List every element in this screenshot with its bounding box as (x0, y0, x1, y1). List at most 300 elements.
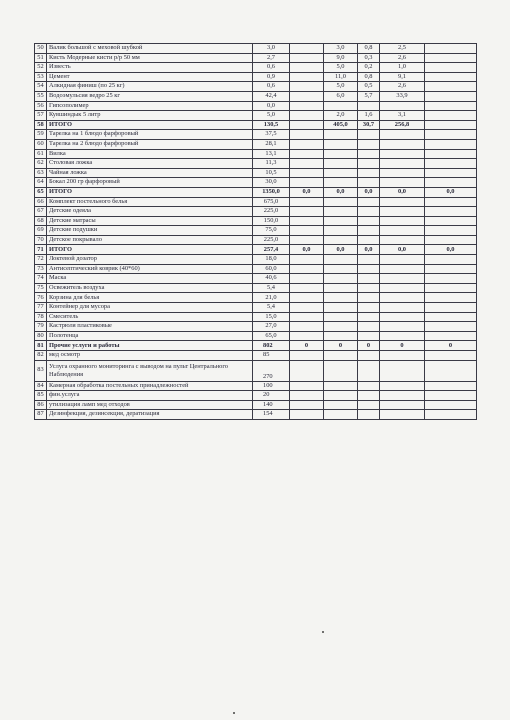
value-cell (380, 139, 425, 149)
table-row (35, 322, 477, 332)
item-name: Столовая ложка (47, 159, 253, 169)
value-cell: 130,5 (253, 120, 290, 130)
value-cell (324, 168, 358, 178)
value-cell (290, 322, 324, 332)
value-cell: 154 (253, 410, 290, 420)
table-row (35, 63, 477, 73)
value-cell (358, 168, 380, 178)
value-cell: 10,5 (253, 168, 290, 178)
value-cell (324, 322, 358, 332)
value-cell: 2,0 (324, 111, 358, 121)
value-cell (358, 351, 380, 361)
table-row (35, 178, 477, 188)
value-cell: 5,4 (253, 303, 290, 313)
value-cell (324, 381, 358, 391)
item-name: Известь (47, 63, 253, 73)
item-name: Комплект постельного белья (47, 197, 253, 207)
value-cell: 0,0 (324, 245, 358, 255)
value-cell (324, 293, 358, 303)
value-cell: 5,0 (324, 82, 358, 92)
value-cell: 0,6 (253, 82, 290, 92)
value-cell (425, 120, 477, 130)
item-name: Тарелка на 2 блюдо фарфоровый (47, 139, 253, 149)
table-row (35, 120, 477, 130)
item-name: Водоэмульсия ведро 25 кг (47, 91, 253, 101)
item-name: Кувшиндык 5 литр (47, 111, 253, 121)
value-cell: 5,4 (253, 283, 290, 293)
table-row (35, 111, 477, 121)
row-number: 80 (35, 331, 47, 341)
value-cell (380, 322, 425, 332)
value-cell: 0 (358, 341, 380, 351)
value-cell (290, 303, 324, 313)
value-cell (425, 111, 477, 121)
value-cell (425, 149, 477, 159)
value-cell (324, 274, 358, 284)
value-cell (425, 303, 477, 313)
item-name: ИТОГО (47, 245, 253, 255)
table-row (35, 274, 477, 284)
value-cell: 37,5 (253, 130, 290, 140)
item-name: Кастрюля пластиковые (47, 322, 253, 332)
value-cell (358, 312, 380, 322)
table-row (35, 187, 477, 197)
table-row (35, 351, 477, 361)
value-cell (425, 391, 477, 401)
value-cell (290, 274, 324, 284)
value-cell (380, 197, 425, 207)
row-number: 57 (35, 111, 47, 121)
item-name: Антисептический коврик (40*60) (47, 264, 253, 274)
table-row (35, 197, 477, 207)
row-number: 65 (35, 187, 47, 197)
value-cell: 85 (253, 351, 290, 361)
value-cell: 11,0 (324, 72, 358, 82)
item-name: утилизация ламп мед отходов (47, 400, 253, 410)
table-row (35, 168, 477, 178)
value-cell (380, 226, 425, 236)
item-name: ИТОГО (47, 120, 253, 130)
table-row (35, 216, 477, 226)
item-name: Дезинфекция, дезинсекция, дератизация (47, 410, 253, 420)
value-cell (425, 82, 477, 92)
value-cell (425, 351, 477, 361)
value-cell (425, 63, 477, 73)
value-cell (425, 226, 477, 236)
row-number: 64 (35, 178, 47, 188)
table-row (35, 82, 477, 92)
value-cell: 0,5 (358, 82, 380, 92)
value-cell (290, 283, 324, 293)
value-cell (290, 149, 324, 159)
item-name: Бокал 200 гр фарфоровый (47, 178, 253, 188)
value-cell (380, 235, 425, 245)
item-name: Тарелка на 1 блюдо фарфоровый (47, 130, 253, 140)
value-cell: 3,0 (324, 44, 358, 54)
value-cell: 140 (253, 400, 290, 410)
value-cell (425, 400, 477, 410)
value-cell (358, 149, 380, 159)
item-name: Локтевой дозатор (47, 255, 253, 265)
value-cell (425, 360, 477, 381)
row-number: 66 (35, 197, 47, 207)
table-row (35, 303, 477, 313)
value-cell (425, 159, 477, 169)
value-cell (290, 72, 324, 82)
item-name: Детские одеяла (47, 207, 253, 217)
value-cell (290, 331, 324, 341)
value-cell (290, 130, 324, 140)
value-cell (358, 101, 380, 111)
item-name: Гипсополимер (47, 101, 253, 111)
value-cell (324, 149, 358, 159)
value-cell (324, 130, 358, 140)
value-cell (425, 44, 477, 54)
row-number: 56 (35, 101, 47, 111)
value-cell (324, 139, 358, 149)
item-name: Маска (47, 274, 253, 284)
value-cell: 13,1 (253, 149, 290, 159)
value-cell (380, 159, 425, 169)
row-number: 52 (35, 63, 47, 73)
value-cell (425, 207, 477, 217)
value-cell (324, 391, 358, 401)
value-cell: 0,9 (253, 72, 290, 82)
value-cell: 0,8 (358, 44, 380, 54)
item-name: Вилка (47, 149, 253, 159)
dot-mark (322, 631, 324, 633)
value-cell: 0 (324, 341, 358, 351)
value-cell (380, 149, 425, 159)
value-cell (358, 293, 380, 303)
value-cell: 2,7 (253, 53, 290, 63)
value-cell (324, 216, 358, 226)
value-cell: 0,0 (425, 245, 477, 255)
value-cell: 802 (253, 341, 290, 351)
item-name: Смеситель (47, 312, 253, 322)
value-cell: 225,0 (253, 207, 290, 217)
value-cell (425, 130, 477, 140)
value-cell (324, 400, 358, 410)
value-cell (425, 235, 477, 245)
value-cell (380, 255, 425, 265)
value-cell (425, 274, 477, 284)
value-cell: 30,0 (253, 178, 290, 188)
value-cell: 0,0 (380, 187, 425, 197)
value-cell (425, 331, 477, 341)
row-number: 73 (35, 264, 47, 274)
value-cell: 1,6 (358, 111, 380, 121)
value-cell (425, 53, 477, 63)
value-cell: 150,0 (253, 216, 290, 226)
value-cell (358, 322, 380, 332)
value-cell: 0,0 (324, 187, 358, 197)
item-name: фин.услуга (47, 391, 253, 401)
value-cell: 0 (380, 341, 425, 351)
value-cell: 0,0 (380, 245, 425, 255)
value-cell (290, 235, 324, 245)
value-cell (358, 274, 380, 284)
value-cell: 60,0 (253, 264, 290, 274)
value-cell (290, 168, 324, 178)
table-row (35, 312, 477, 322)
value-cell (380, 410, 425, 420)
value-cell: 28,1 (253, 139, 290, 149)
value-cell: 9,1 (380, 72, 425, 82)
value-cell (324, 331, 358, 341)
value-cell (290, 216, 324, 226)
value-cell (358, 381, 380, 391)
value-cell: 0,0 (253, 101, 290, 111)
item-name: Камерная обработка постельных принадлежностей (47, 381, 253, 391)
value-cell (425, 168, 477, 178)
row-number: 60 (35, 139, 47, 149)
value-cell (290, 159, 324, 169)
table-row (35, 139, 477, 149)
value-cell: 9,0 (324, 53, 358, 63)
value-cell (358, 130, 380, 140)
row-number: 55 (35, 91, 47, 101)
value-cell: 0,8 (358, 72, 380, 82)
row-number: 54 (35, 82, 47, 92)
value-cell: 256,8 (380, 120, 425, 130)
value-cell: 225,0 (253, 235, 290, 245)
row-number: 68 (35, 216, 47, 226)
value-cell (290, 351, 324, 361)
dot-mark (233, 712, 235, 714)
value-cell: 18,0 (253, 255, 290, 265)
value-cell (290, 197, 324, 207)
row-number: 58 (35, 120, 47, 130)
item-name: Корзина для белья (47, 293, 253, 303)
item-name: Цемент (47, 72, 253, 82)
row-number: 61 (35, 149, 47, 159)
item-name: Полотенца (47, 331, 253, 341)
item-name: Контейнер для мусора (47, 303, 253, 313)
table-row (35, 400, 477, 410)
value-cell (425, 381, 477, 391)
item-name: Валик большой с меховой шубкой (47, 44, 253, 54)
value-cell: 21,0 (253, 293, 290, 303)
value-cell (380, 283, 425, 293)
value-cell (290, 381, 324, 391)
value-cell (380, 400, 425, 410)
value-cell: 0,0 (425, 187, 477, 197)
value-cell (290, 360, 324, 381)
value-cell (425, 216, 477, 226)
value-cell (358, 139, 380, 149)
value-cell (324, 255, 358, 265)
value-cell: 5,0 (253, 111, 290, 121)
value-cell (324, 360, 358, 381)
value-cell: 5,0 (324, 63, 358, 73)
value-cell (324, 197, 358, 207)
value-cell (324, 351, 358, 361)
item-name: Алкидная финиш (по 25 кг) (47, 82, 253, 92)
value-cell (358, 178, 380, 188)
value-cell (380, 178, 425, 188)
value-cell (380, 360, 425, 381)
row-number: 79 (35, 322, 47, 332)
value-cell (425, 264, 477, 274)
value-cell: 2,6 (380, 82, 425, 92)
value-cell (290, 391, 324, 401)
value-cell (425, 322, 477, 332)
table-row (35, 381, 477, 391)
value-cell (380, 381, 425, 391)
row-number: 82 (35, 351, 47, 361)
value-cell (290, 255, 324, 265)
value-cell (425, 283, 477, 293)
value-cell (290, 410, 324, 420)
table-row (35, 245, 477, 255)
value-cell (358, 303, 380, 313)
row-number: 53 (35, 72, 47, 82)
value-cell (324, 283, 358, 293)
row-number: 75 (35, 283, 47, 293)
value-cell (290, 63, 324, 73)
item-name: Детские подушки (47, 226, 253, 236)
value-cell (358, 216, 380, 226)
value-cell (380, 216, 425, 226)
value-cell (324, 178, 358, 188)
value-cell: 3,1 (380, 111, 425, 121)
table-row (35, 391, 477, 401)
row-number: 69 (35, 226, 47, 236)
item-name: Чайная ложка (47, 168, 253, 178)
row-number: 63 (35, 168, 47, 178)
item-name: Освежитель воздуха (47, 283, 253, 293)
row-number: 71 (35, 245, 47, 255)
value-cell (358, 264, 380, 274)
value-cell: 15,0 (253, 312, 290, 322)
value-cell: 0 (290, 341, 324, 351)
table-row (35, 341, 477, 351)
budget-table (34, 43, 477, 420)
value-cell: 405,0 (324, 120, 358, 130)
value-cell: 42,4 (253, 91, 290, 101)
table-row (35, 91, 477, 101)
value-cell: 30,7 (358, 120, 380, 130)
value-cell (358, 400, 380, 410)
value-cell (358, 226, 380, 236)
item-name: Услуга охранного мониторинга с выводом на пульт Центрального Наблюдения (47, 360, 253, 381)
value-cell (358, 360, 380, 381)
value-cell: 0,0 (358, 245, 380, 255)
row-number: 51 (35, 53, 47, 63)
value-cell (290, 44, 324, 54)
value-cell (425, 255, 477, 265)
value-cell (425, 72, 477, 82)
value-cell (290, 400, 324, 410)
item-name: Детское покрывало (47, 235, 253, 245)
value-cell (380, 207, 425, 217)
row-number: 70 (35, 235, 47, 245)
value-cell: 33,9 (380, 91, 425, 101)
row-number: 86 (35, 400, 47, 410)
table-row (35, 44, 477, 54)
row-number: 78 (35, 312, 47, 322)
value-cell (290, 91, 324, 101)
value-cell (380, 303, 425, 313)
row-number: 84 (35, 381, 47, 391)
table-row (35, 283, 477, 293)
value-cell (290, 53, 324, 63)
value-cell: 675,0 (253, 197, 290, 207)
value-cell: 257,4 (253, 245, 290, 255)
row-number: 50 (35, 44, 47, 54)
value-cell (425, 101, 477, 111)
value-cell: 40,6 (253, 274, 290, 284)
value-cell: 75,0 (253, 226, 290, 236)
value-cell: 100 (253, 381, 290, 391)
value-cell: 27,0 (253, 322, 290, 332)
value-cell (290, 226, 324, 236)
value-cell: 0,0 (290, 245, 324, 255)
value-cell (425, 410, 477, 420)
value-cell (324, 101, 358, 111)
table-row (35, 331, 477, 341)
value-cell (380, 168, 425, 178)
value-cell: 5,7 (358, 91, 380, 101)
row-number: 85 (35, 391, 47, 401)
table-row (35, 360, 477, 381)
row-number: 72 (35, 255, 47, 265)
table-row (35, 149, 477, 159)
value-cell (290, 120, 324, 130)
item-name: Кисть Модерные кисти р/р 50 мм (47, 53, 253, 63)
value-cell (290, 101, 324, 111)
value-cell (425, 178, 477, 188)
value-cell (358, 207, 380, 217)
value-cell (324, 410, 358, 420)
value-cell (358, 283, 380, 293)
table-row (35, 226, 477, 236)
value-cell: 0 (425, 341, 477, 351)
row-number: 74 (35, 274, 47, 284)
value-cell: 1,0 (380, 63, 425, 73)
value-cell (290, 207, 324, 217)
value-cell (290, 111, 324, 121)
table-row (35, 130, 477, 140)
value-cell (425, 139, 477, 149)
value-cell (324, 235, 358, 245)
value-cell (290, 82, 324, 92)
table-row (35, 293, 477, 303)
table-row (35, 53, 477, 63)
value-cell (324, 303, 358, 313)
value-cell (380, 351, 425, 361)
table-row (35, 410, 477, 420)
value-cell (380, 312, 425, 322)
row-number: 59 (35, 130, 47, 140)
row-number: 77 (35, 303, 47, 313)
value-cell (290, 178, 324, 188)
value-cell (425, 312, 477, 322)
value-cell (358, 255, 380, 265)
value-cell (380, 264, 425, 274)
row-number: 76 (35, 293, 47, 303)
value-cell (425, 91, 477, 101)
value-cell (380, 293, 425, 303)
value-cell: 11,3 (253, 159, 290, 169)
value-cell (324, 264, 358, 274)
value-cell (324, 312, 358, 322)
value-cell: 0,2 (358, 63, 380, 73)
value-cell (358, 235, 380, 245)
value-cell: 20 (253, 391, 290, 401)
value-cell: 0,3 (358, 53, 380, 63)
